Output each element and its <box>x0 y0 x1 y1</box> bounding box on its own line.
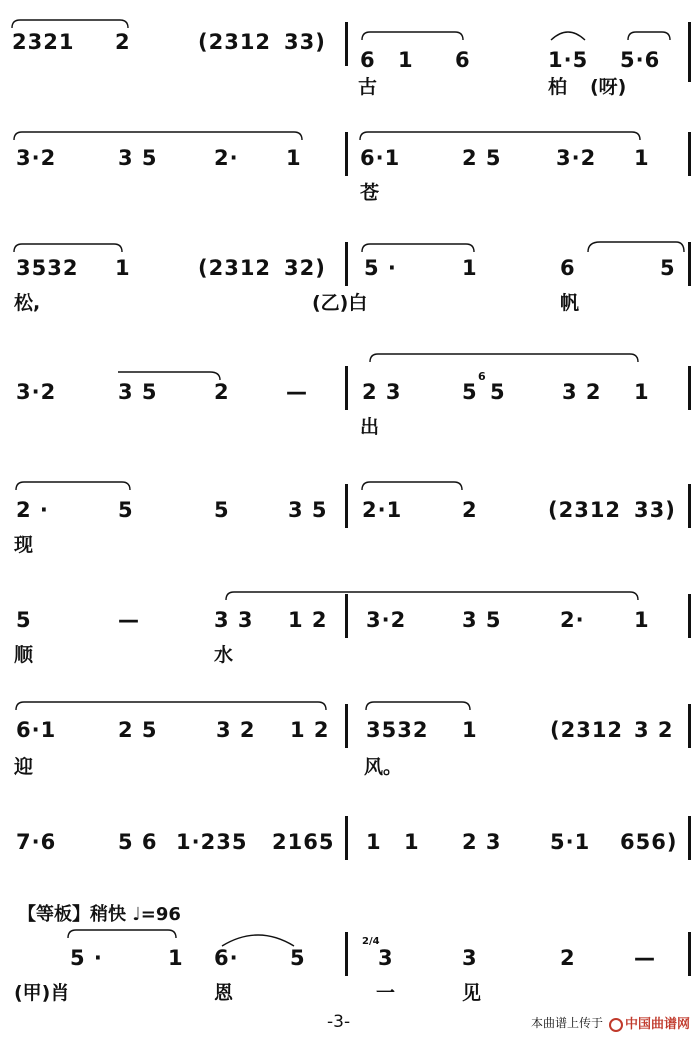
barline <box>688 242 691 286</box>
note: 1 <box>398 48 414 72</box>
note: 2 3 <box>462 830 502 854</box>
music-system-3 <box>0 238 700 348</box>
site-logo-label: 中国曲谱网 <box>624 1017 690 1032</box>
note: 1 <box>366 830 382 854</box>
music-system-2 <box>0 128 700 238</box>
lyric: 顺 <box>14 644 34 666</box>
note: 2 5 <box>462 146 502 170</box>
note: 3 5 <box>118 146 158 170</box>
note: 33) <box>284 30 326 54</box>
barline <box>345 932 348 976</box>
note: 3 <box>462 946 478 970</box>
lyric: 苍 <box>360 182 380 204</box>
note: 1 <box>462 256 478 280</box>
barline <box>688 816 691 860</box>
slur-marks <box>0 586 700 626</box>
barline <box>345 704 348 748</box>
lyric: (乙)白 <box>312 292 368 314</box>
music-system-4 <box>0 348 700 458</box>
lyric: 柏 <box>548 76 568 98</box>
lyric: 古 <box>358 76 378 98</box>
note: 6 <box>560 256 576 280</box>
lyric: 松, <box>14 292 41 314</box>
note: — <box>118 608 140 632</box>
note: 1 <box>462 718 478 742</box>
note: 1 <box>634 380 650 404</box>
music-system-7 <box>0 696 700 806</box>
note: 2 <box>214 380 230 404</box>
music-system-1 <box>0 18 700 128</box>
note: 2 · <box>16 498 49 522</box>
note: 2·1 <box>362 498 403 522</box>
note: 2 <box>115 30 131 54</box>
barline <box>688 484 691 528</box>
note: 3 3 <box>214 608 254 632</box>
note: 1 2 <box>290 718 330 742</box>
note: 3 5 <box>462 608 502 632</box>
note: 5 <box>290 946 306 970</box>
note: 1·5 <box>548 48 589 72</box>
note: 3532 <box>16 256 79 280</box>
note: 5 · <box>70 946 103 970</box>
grace-note: 6 <box>478 370 486 383</box>
barline <box>688 594 691 638</box>
note: 3 5 <box>118 380 158 404</box>
note: 3 <box>378 946 394 970</box>
note: 6 <box>360 48 376 72</box>
lyric: (呀) <box>590 76 627 98</box>
note: 5 <box>660 256 676 280</box>
lyric: 水 <box>214 644 234 666</box>
music-system-5 <box>0 476 700 586</box>
note: — <box>634 946 656 970</box>
note: 3532 <box>366 718 429 742</box>
note: 656) <box>620 830 678 854</box>
note: 5 <box>490 380 506 404</box>
note: 5 <box>16 608 32 632</box>
note: 1 <box>115 256 131 280</box>
lyric: 帆 <box>560 292 580 314</box>
barline <box>345 594 348 638</box>
note: 2· <box>214 146 239 170</box>
note: 33) <box>634 498 676 522</box>
lyric: 见 <box>462 982 482 1004</box>
barline <box>688 704 691 748</box>
lyric: 风。 <box>364 756 403 778</box>
note: 1 <box>168 946 184 970</box>
footer-text: 本曲谱上传于 <box>530 1016 603 1030</box>
note: 1 <box>286 146 302 170</box>
lyric: 一 <box>376 982 396 1004</box>
note: 2165 <box>272 830 335 854</box>
note: (2312 <box>550 718 624 742</box>
note: 3·2 <box>366 608 407 632</box>
barline <box>345 366 348 410</box>
lyric: 恩 <box>214 982 234 1004</box>
logo-icon <box>609 1018 623 1032</box>
barline <box>688 932 691 976</box>
site-footer <box>531 1013 690 1032</box>
site-logo[interactable] <box>609 1013 690 1032</box>
note: 3 2 <box>562 380 602 404</box>
note: — <box>286 380 308 404</box>
note: 6·1 <box>16 718 57 742</box>
page-number: -3- <box>327 1012 351 1032</box>
note: (2312 <box>198 30 272 54</box>
note: 3 5 <box>288 498 328 522</box>
note: 5·6 <box>620 48 661 72</box>
note: 1·235 <box>176 830 248 854</box>
note: 3·2 <box>16 146 57 170</box>
note: 7·6 <box>16 830 57 854</box>
note: 2 <box>462 498 478 522</box>
note: 2321 <box>12 30 75 54</box>
note: (2312 <box>198 256 272 280</box>
note: 2 3 <box>362 380 402 404</box>
note: 3·2 <box>16 380 57 404</box>
barline <box>345 132 348 176</box>
note: 5 · <box>364 256 397 280</box>
note: 1 2 <box>288 608 328 632</box>
note: 2· <box>560 608 585 632</box>
lyric: 现 <box>14 534 34 556</box>
barline <box>688 22 691 82</box>
note: 5 6 <box>118 830 158 854</box>
lyric: 迎 <box>14 756 34 778</box>
note: 2 <box>560 946 576 970</box>
tempo-marking: 【等板】稍快 ♩=96 <box>18 904 181 925</box>
note: 5·1 <box>550 830 591 854</box>
note: 32) <box>284 256 326 280</box>
note: 5 <box>118 498 134 522</box>
slur-marks <box>0 918 700 958</box>
note: 5 <box>462 380 478 404</box>
lyric: 出 <box>360 416 380 438</box>
barline <box>688 132 691 176</box>
note: 3 2 <box>634 718 674 742</box>
barline <box>345 484 348 528</box>
note: 1 <box>634 146 650 170</box>
time-signature: 2/4 <box>362 936 380 947</box>
barline <box>345 816 348 860</box>
note: 1 <box>634 608 650 632</box>
barline <box>345 22 348 66</box>
note: 3 2 <box>216 718 256 742</box>
barline <box>345 242 348 286</box>
note: 5 <box>214 498 230 522</box>
note: 3·2 <box>556 146 597 170</box>
note: 1 <box>404 830 420 854</box>
note: 6 <box>455 48 471 72</box>
note: 6·1 <box>360 146 401 170</box>
note: (2312 <box>548 498 622 522</box>
music-system-6 <box>0 586 700 696</box>
note: 6· <box>214 946 239 970</box>
barline <box>688 366 691 410</box>
slur-marks <box>0 18 700 58</box>
slur-marks <box>0 238 700 278</box>
lyric: (甲)肖 <box>14 982 70 1004</box>
note: 2 5 <box>118 718 158 742</box>
